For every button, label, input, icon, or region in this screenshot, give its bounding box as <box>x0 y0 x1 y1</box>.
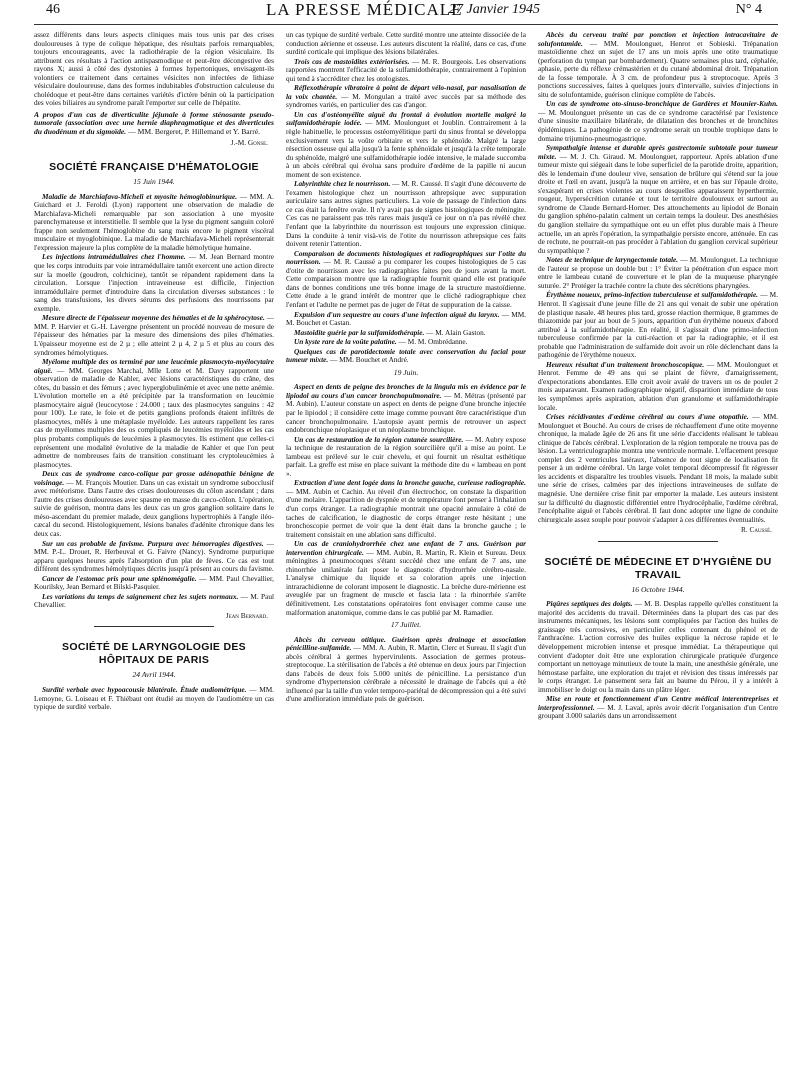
article-title: Mastoïdite guérie par la sulfamidothérapie. <box>294 327 425 337</box>
article <box>538 31 778 99</box>
article-text: — MM. Lemoyne, G. Loiseau et F. Thiébaut ont étudié au moyen de l'audiomètre un cas typique de surdité verbale. <box>34 685 274 712</box>
article <box>34 314 274 357</box>
article-title: Crises récidivantes d'œdème cérébral au cours d'une otopathie. <box>546 412 749 422</box>
article <box>286 348 526 365</box>
article <box>34 358 274 469</box>
article <box>286 329 526 338</box>
article-title: Comparaison de documents histologiques et radiographiques sur l'otite du nourrisson. <box>286 248 526 267</box>
article-title: Myélome multiple des os terminé par une leucémie plasmocyto-myélocytaire aiguë. <box>34 357 274 375</box>
column-1 <box>34 31 274 1071</box>
article <box>286 84 526 110</box>
article-title: Érythème noueux, primo-infection tuberculeuse et sulfamidothérapie. <box>546 290 759 300</box>
article-text: — MM. P. Harvier et G.-H. Lavergne présentent un procédé nouveau de mesure de l'épaisseur des hématies par la mesure des dimensions des piles d'hématies. L'épaisseur moyenne est de 2 µ ; elle atteint 2 µ 4, 2 µ 5 et plus au cours des syndromes hémolytiques. <box>34 313 274 357</box>
article-text: — M. R. Bourgeois. Les observations rapportées montrent l'efficacité de la sulfamidothérapie, contrairement à l'opinion qui tend à s'accréditer chez les otologistes. <box>286 56 526 83</box>
article-text: — M. Mongulan a traité avec succès par sa méthode des syndromes variés, en particulier des cas d'angor. <box>286 91 526 110</box>
article-text: — M. François Moutier. Dans un cas existait un syndrome subocclusif avec météorisme. Dans l'autre des crises douloureuses du côlon ascendant ; dans l'autre des crises douloureuses avec spasme en masse du cæco-côlon. L'opération, suivie de guérison, montra dans les deux cas un gros ganglion solitaire dans le méso-ascendant du premier malade, deux ganglions hypertrophiés à l'angle iléo-cæcal du second. Histologiquement, lésions banales d'adénite chronique dans les deux cas. <box>34 477 274 538</box>
article <box>286 436 526 479</box>
article-text: — M. M. Ombrédanne. <box>398 337 468 347</box>
session-date: 24 Avril 1944. <box>132 670 176 680</box>
article-title: Extraction d'une dent logée dans la bronche gauche, curieuse radiographie. <box>294 478 526 488</box>
article-title: Sur un cas probable de favisme. Purpura avec hémorragies digestives. <box>42 538 264 548</box>
article <box>538 361 778 412</box>
article-title: Abcès du cerveau otitique. Guérison après drainage et association pénicilline-sulfamide. <box>286 634 526 653</box>
article <box>286 540 526 617</box>
issue-date: 27 Janvier 1945 <box>449 2 540 17</box>
article <box>286 383 526 434</box>
article <box>34 575 274 592</box>
article-title: Un cas de syndrome oto-sinuso-bronchique de Gardères et Mounier-Kuhn. <box>546 99 778 109</box>
article-title: Expulsion d'un sequestre au cours d'une infection aiguë du larynx. <box>294 309 500 319</box>
society-heading: SOCIÉTÉ FRANÇAISE D'HÉMATOLOGIE <box>49 161 259 174</box>
article-title: Un cas d'ostéomyélite aiguë du frontal à évolution mortelle malgré la sulfamidothérapie iodée. <box>286 109 526 128</box>
article <box>286 250 526 310</box>
article-title: Mise en route et fonctionnement d'un Centre médical interentreprises et interprofessionnel. <box>538 694 778 712</box>
article-title: Heureux résultat d'un traitement bronchoscopique. <box>546 359 705 369</box>
issue-number: N° 4 <box>735 2 762 17</box>
article-text: — MM. Moulonguet et Joublin. Contrairement à la règle habituelle, le processus ostéomyélitique parti du sinus frontal se développa exclusivement vers la voûte orbitaire et vers le sphénoïde. Malgré la large résection osseuse qui alla jusqu'à la fente sphénoïdale et jusqu'à la crête temporale du sphénoïde, malgré une sulfamidothérapie iodée intensive, le malade succomba à un abcès cérébral qui évolua sans produire d'œdème de la papille ni aucun moment de son existence. <box>286 118 526 179</box>
journal-title: LA PRESSE MÉDICALE <box>266 0 463 19</box>
article-text: — MM. P.-L. Drouet, R. Herbeuval et G. Faivre (Nancy). Syndrome purpurique apparu quelques heures après l'absorption d'un plat de fèves. Ce cas est tout différent des syndromes hémolytiques décrits jusqu'à présent au cours du favisme. <box>34 538 274 574</box>
article-text: — M. Alain Gaston. <box>426 327 486 337</box>
article-title: Labyrinthite chez le nourrisson. <box>294 179 391 189</box>
article-text: — MM. Bouchet et André. <box>330 355 409 365</box>
article-title: Notes de technique de laryngectomie totale. <box>546 255 679 265</box>
article-text: — M. R. Caussé. Il s'agit d'une découverte de l'examen histologique chez un nourrisson athrepsique avec suppuration auriculaire sans autres signes particuliers. La voie de passage de l'infection dans ce cas était la fenêtre ovale. Il n'y avait pas de signes histologiques de méningite. Ces cas ne paraissent pas très rares mais jusqu'à ce jour on n'a pas révélé chez l'enfant que la labyrinthite du nourrisson est toujours une expression clinique. Dans la conduite à tenir visà-vis de l'otite du nourrisson athrepsique ces faits doivent retenir l'attention. <box>286 179 526 249</box>
article <box>538 600 778 694</box>
article-text: — M. Paul Chevallier. <box>34 591 274 610</box>
article-title: Un cas de craniohydrorrhée chez une enfant de 7 ans. Guérison par intervention chirurgicale. <box>286 539 526 557</box>
article-title: Surdité verbale avec hypoacousie bilatérale. Étude audiométrique. <box>42 685 247 694</box>
article <box>286 180 526 248</box>
article-title: Piqûres septiques des doigts. <box>546 599 633 609</box>
article-text: — M. Henrot. Il s'agissait d'une jeune fille de 21 ans qui venait de subir une opération de plastique nasale. 48 heures plus tard, grosse réaction thermique, 8 grammes de thiazomide par jour au bout de 5 jours, apparition d'un érythème noueux d'abord attribué à la sulfamidothérapie. En réalité, il s'agissait d'une primo-infection tuberculeuse confirmée par la cuti-réaction et par la radiographie, et il est probable que l'administration de sulfamide doit avoir un rôle déclenchant dans la pathogénie de l'érythème noueux. <box>538 290 778 360</box>
article-title: Mesure directe de l'épaisseur moyenne des hématies et de la sphérocytose. <box>42 313 265 323</box>
article <box>34 540 274 574</box>
article-text: — M. Jean Bernard montre que les corps introduits par voie intramédullaire tantôt exercent une action directe sur la moelle (goudron, colchicine), tantôt se répandent rapidement dans la circulation. Lorsque l'injection intraveineuse est difficile, l'injection intramédullaire permet d'introduire dans la circulation diverses substances : le sang des transfusions, les divers sérums des perfusions des nourrissons par exemple. <box>34 252 274 313</box>
column-3 <box>538 31 778 1071</box>
article <box>538 291 778 359</box>
article-title: Maladie de Marchiafava-Micheli et myosite hémoglobinurique. <box>42 191 238 201</box>
article-title: Deux cas de syndrome cæco-colique par grosse adénopathie bénigne de voisinage. <box>34 469 274 487</box>
article <box>286 311 526 328</box>
article <box>538 100 778 143</box>
society-heading: SOCIÉTÉ DE LARYNGOLOGIE DES HÔPITAUX DE PARIS <box>62 641 246 667</box>
article-text: — MM. A. Aubin, R. Martin, Clerc et Sureau. Il s'agit d'un abcès cérébral à germes hypervirulents. Association de germes proteus-streptocoque. La stérilisation de l'abcès a été obtenue en deux jours par l'injection dans l'abcès de deux fois 5.000 unités de pénicilline. La persistance d'un syndrome d'hypertension cérébrale a nécessité le drainage de l'abcès qui a été influencé par la taille d'un volet temporo-pariétal de décompression qui a été suivi d'une amélioration immédiate puis de guérison. <box>286 643 526 704</box>
article-title: Cancer de l'estomac pris pour une splénomégalie. <box>42 573 197 583</box>
article-text: — M. B. Desplas rappelle qu'elles constituent la majorité des accidents du travail. Déterminées dans la plupart des cas par des instruments mécaniques, les lésions sont compliquées par l'action des huiles de graissage très corrosives, en particulier celles contenant du phénol et de l'anthracène. L'action corrosive des huiles explique la nécrose rapide et le développement microbien intense et presque immédiat. La thérapeutique qui convient d'adopter doit être une exploration chirurgicale pratiquée d'urgence comportant un nettoyage minutieux de toute la main, une anesthésie générale, une hémostase parfaite, une exploration du trajet et révision des tissus intéressés par le corps étranger. Le pansement sera fait au baume du Pérou, il y a intérêt à immobiliser le doigt ou la main dans un plâtre léger. <box>538 599 778 694</box>
session-date: 19 Juin. <box>393 367 419 377</box>
article <box>34 193 274 253</box>
column-2 <box>286 31 526 1071</box>
article-title: Les variations du temps de saignement chez les sujets normaux. <box>42 591 239 601</box>
article-columns <box>34 31 778 1071</box>
section-divider <box>94 626 214 627</box>
article-title: Réflexothérapie vibratoire à point de départ vélo-nasal, par nasalisation de la voix chantée. <box>286 83 526 101</box>
page-header <box>34 0 778 25</box>
article <box>286 58 526 84</box>
article <box>538 144 778 255</box>
article-text: — MM. Paul Chevallier, Kourilsky, Jean Bernard et Bilski-Pasquier. <box>34 573 274 592</box>
article-title: Les injections intramédullaires chez l'homme. <box>42 252 186 262</box>
signature: R. Caussé. <box>740 525 772 535</box>
article <box>34 593 274 610</box>
article-text: — M. Moulonguet présente un cas de ce syndrome caractérisé par l'existence d'une sinusite maxillaire bilatérale, de dilatation des bronches et de bronchites épidémiques. La pathogénie de ce syndrome serait un trouble trophique dans le domaine trijumino-pneumogastrique. <box>538 107 778 143</box>
article <box>34 253 274 313</box>
article-text: — M. R. Caussé a pu comparer les coupes histologiques de 5 cas d'otite de nourrisson avec les radiographies faites peu de jours avant la mort. Cette comparaison montre que la radiographie fournit quand elle est pratiquée dans de bonnes conditions une très bonne image de la structure mastoïdienne. Cette étude a le grand intérêt de montrer que le cliché radiographique chez l'enfant et l'adulte ne permet pas de juger de l'état de suppuration de la caisse. <box>286 257 526 309</box>
article-title: Abcès du cerveau traité par ponction et injection intracavitaire de solufontamide. <box>538 31 778 48</box>
article <box>286 338 526 347</box>
signature: J.-M. Gonse. <box>230 137 268 147</box>
article-text: — MM. Moulonguet et Henrot. Femme de 49 ans qui se plaint de fièvre, d'amaigrissement, d'expectorations abondantes. Elle croit avoir avalé de travers un os de poulet 2 mois auparavant. Examen radiographique négatif, disparition immédiate de tous les symptômes après aspiration, ablation d'un granulome et sulfamidothérapie locale. <box>538 359 778 412</box>
article-text: — MM. M. Bouchet et Castan. <box>286 309 526 328</box>
article-title: Un cas de restauration de la région cutanée sourcilière. <box>294 434 464 444</box>
article-text: — M. Aubry expose la technique de restauration de la région sourcilière qu'il a mise au point. Le lambeau est prélevé sur le cuir chevelu, et qui fournit un résultat esthétique parfait. La greffe est mise en place suivant la méthode dite du « lambeau en pont ». <box>286 434 526 478</box>
article-text: — MM. A. Guichard et J. Feroldi (Lyon) rapportent une observation de maladie de Marchiafava-Micheli remarquable par son association à une myosite parenchymateuse et interstitielle. Il semble que la lyse du pigment sanguin coloré frappe non seulement l'hémoglobine du sang mais encore le pigment viscéral musculaire et myoglobinique. La maladie de Marchiafava-Micheli représenterait l'expression majeure la plus complète de la maladie hémolytique humaine. <box>34 191 274 252</box>
article-text: — M. J. Ch. Giraud. M. Moulonguet, rapporteur. Après ablation d'une tumeur mixte qui siégeait dans le lobe superficiel de la parotide droite, apparition, dès le lendemain d'une douleur vive, sensation de brûlure qui s'étend sur la joue droite et l'œil en avant, jusqu'à la nuque en arrière, et en bas sur l'épaule droite, s'exaspérant en crises violentes au cours desquelles apparaissent hyperthermie, rougeur, hypersécrétion cutanée et tout le territoire douloureux et surtout au syndrome de Claude Bernard-Horner. Des attouchements au lipiodol de Bonain du ganglion sphéno-palatin calment un certain temps la douleur. Des anesthésies du ganglion stellaire du sympathique ont eu un effet plus durable mais à l'heure actuelle, un an après l'opération, la sympathalgie persiste encore, atténuée. En cas de rechute, ne pourrait-on pas procéder à l'ablation du ganglion cervical supérieur du sympathique ? <box>538 151 778 255</box>
article <box>538 256 778 290</box>
article <box>538 413 778 524</box>
article-title: Sympathalgie intense et durable après gastrectomie subtotale pour tumeur mixte. <box>538 143 778 161</box>
article-text: — M. Moulonguet. La technique de l'auteur se propose un double but : 1° Éviter la pénétration d'un espace mort entre le lambeau cutané de couverture et le plan de la muqueuse pharyngée suturée. 2° Protéger la trachée contre la chute des sécrétions pharyngées. <box>538 255 778 290</box>
article-authors: — MM. Bergeret, P. Hillemand et Y. Barré. <box>128 127 260 137</box>
section-divider <box>598 541 718 542</box>
article <box>286 479 526 539</box>
article-title: Un kyste rare de la voûte palatine. <box>294 337 397 347</box>
article <box>286 111 526 179</box>
paragraph: un cas typique de surdité verbale. Cette surdité montre une atteinte dissociée de la conduction aérienne et osseuse. Les auteurs discutent la réalité, dans ce cas, d'une surdité corticale qui implique des lésions bilatérales. <box>286 31 526 57</box>
article-text: — MM. Aubin et Cachin. Au réveil d'un électrochoc, on constate la disparition d'une molaire. L'apparition de dyspnée et de température font penser à l'inhalation d'un corps étranger. La radiographie montrait une opacité annulaire à côté de taches de calcification, le diagnostic de corps étranger reste hésitant ; une bronchoscopie permet de voir que la dent était dans la bronche gauche ; le traitement consistait en une ablation sans difficulté. <box>286 486 526 539</box>
society-heading: SOCIÉTÉ DE MÉDECINE ET D'HYGIÈNE DU TRAVAIL <box>544 555 772 581</box>
article-title: Aspect en dents de peigne des bronches de la lingula mis en évidence par le lipiodol au cours d'un cancer bronchopulmonaire. <box>286 382 526 400</box>
article-text: — MM. Georges Marchal, Mlle Lotte et M. Davy rapportent une observation de maladie de Kahler, avec lésions caractéristiques du crâne, des côtes, du bassin et des fémurs ; avec hyperglobulinémie et avec une nette anémie. L'évolution mortelle en a été précipitée par la transformation en leucémie plasmocytaire aiguë (leucocytose : 24.000 ; taux des plasmocytes sanguins : 42 pour 100). Le rate, le foie et de petits ganglions profonds étaient infiltrés de plasmocytes, mêlés à une métaplasie myéloïde. Les auteurs rappellent les rares cas de myélomes multiples des os compliqués de leucémies myéloïdes et les cas plus probants compliqués de leucémies à plasmocytes. Ils estiment que celles-ci représentent une modalité évolutive de la maladie de Kahler et que l'on peut admettre de nombreuses faits de transition constituant les cryptoleucémies à plasmocytes. <box>34 365 274 469</box>
article <box>34 470 274 538</box>
article-title: A propos d'un cas de diverticulite jéjunale à forme sténosante pseudo-tumorale (association avec une hernie diaphragmatique et des diverticules du duodénum et du sigmoïde. — MM. Bergeret, P. Hillemand et Y. Barré. <box>34 109 274 137</box>
article <box>34 686 274 712</box>
signature: Jean Bernard. <box>225 610 268 620</box>
article-title: Trois cas de mastoïdites extériorisées. <box>294 56 410 66</box>
article <box>286 636 526 704</box>
paragraph: assez différents dans leurs aspects cliniques mais tous unis par des crises douloureuses à type de colique hépatique, des résultats parfois remarquables, toujours encourageants, avec la radiothérapie de la région vésiculaire. Ils attribuent ces résultats à l'action antispasmodique et peut-être décongestive des rayons X; aussi à côté des dystonies à formes hypertoniques, envisagent-ils volontiers ce traitement dans certaines vésicites non infectées de lithiase vésiculaire douloureuse, dans des formes indubitables d'obstruction calculeuse du cholédoque et peut-être dans certaines variétés d'ictère bénin où la participation des voies biliaires au syndrome paraît l'emporter sur celle de l'hépatite. <box>34 31 274 108</box>
session-date: 17 Juillet. <box>390 620 422 630</box>
article-text: — MM. Moulonguet, Henrot et Sobieski. Trépanation mastoïdienne chez un sujet de 17 ans un mois après une otite traumatique (perforation du tympan par bombardement). Quatre semaines plus tard, céphalée, aphasie, perte du réflexe crémastérien et du cutané abdominal droit. Trépanation de la fosse temporale. À 3 cm. de profondeur pus à streptocoque. Après 3 ponctions successives, faites à quelques jours d'intervalle, suivies d'injections in situ de solufontamide, guérison clinique complète de l'abcès. <box>538 38 778 99</box>
article <box>538 695 778 721</box>
session-date: 15 Juin 1944. <box>133 177 175 187</box>
article-text: — MM. Moulonguet et Bouché. Au cours de crises de réchauffement d'une otite moyenne chronique, la malade âgée de 26 ans fit une série d'accidents réalisant le tableau clinique de l'abcès cérébral. L'exploration de la région temporale ne trouva pas de lésion. La ventriculographie montra une ventricule normale. L'effacement presque complet des 2 ventricules latéraux, l'absence de tout signe de localisation fit penser à un œdème cérébral. Un large volet temporal décompressif fit régresser les accidents et disparaître les troubles visuels. Pendant 18 mois, la malade subit une série de crises, calmées par des injections intraveineuses de sulfate de magnésie. Une dernière crise finit par emporter la malade. Les auteurs insistent sur la difficulté du diagnostic différentiel entre l'hydrocéphalie, l'œdème cérébral, l'encéphalite aiguë et l'abcès cérébral. Il faut donc adopter une ligne de conduite chirurgicale assez souple pour pouvoir s'adapter à ces différentes éventualités. <box>538 412 778 524</box>
session-date: 16 Octobre 1944. <box>631 584 685 594</box>
article-title: Quelques cas de parotidectomie totale avec conservation du facial pour tumeur mixte. <box>286 346 526 365</box>
article-text: — M. J. Laval, après avoir décrit l'organisation d'un Centre groupant 3.000 salariés dans un arrondissement <box>538 702 778 721</box>
page-number: 46 <box>46 2 60 17</box>
article-text: — M. Métras (présenté par M. Aubin). L'auteur constate un aspect en dents de peigne d'une bronche injectée par le lipiodol ; il considère cette image comme pouvant être caractéristique d'un cancer bronchopulmonaire. L'autopsie ayant permis de retrouver un aspect endobronchique néoplasique et un néoplasme bronchique. <box>286 390 526 435</box>
article-text: — MM. Aubin, R. Martin, R. Klein et Sureau. Deux méningites à pneumocoques s'étant succédé chez une enfant de 7 ans, une rhinorrhée unilatérale fait poser le diagnostic d'hydrorrhée cérébro-nasale. L'analyse chimique du liquide et sa coloration après une injection intrarachidienne de colorant imposent le diagnostic. La brèche dure-mérienne est aveuglée par un fragment de muscle et fascia lata : la rhinorrhée s'arrête définitivement. Les constatations opératoires font envisager comme cause une malformation anatomique, comme dans le cas publié par M. Ramadier. <box>286 547 526 617</box>
